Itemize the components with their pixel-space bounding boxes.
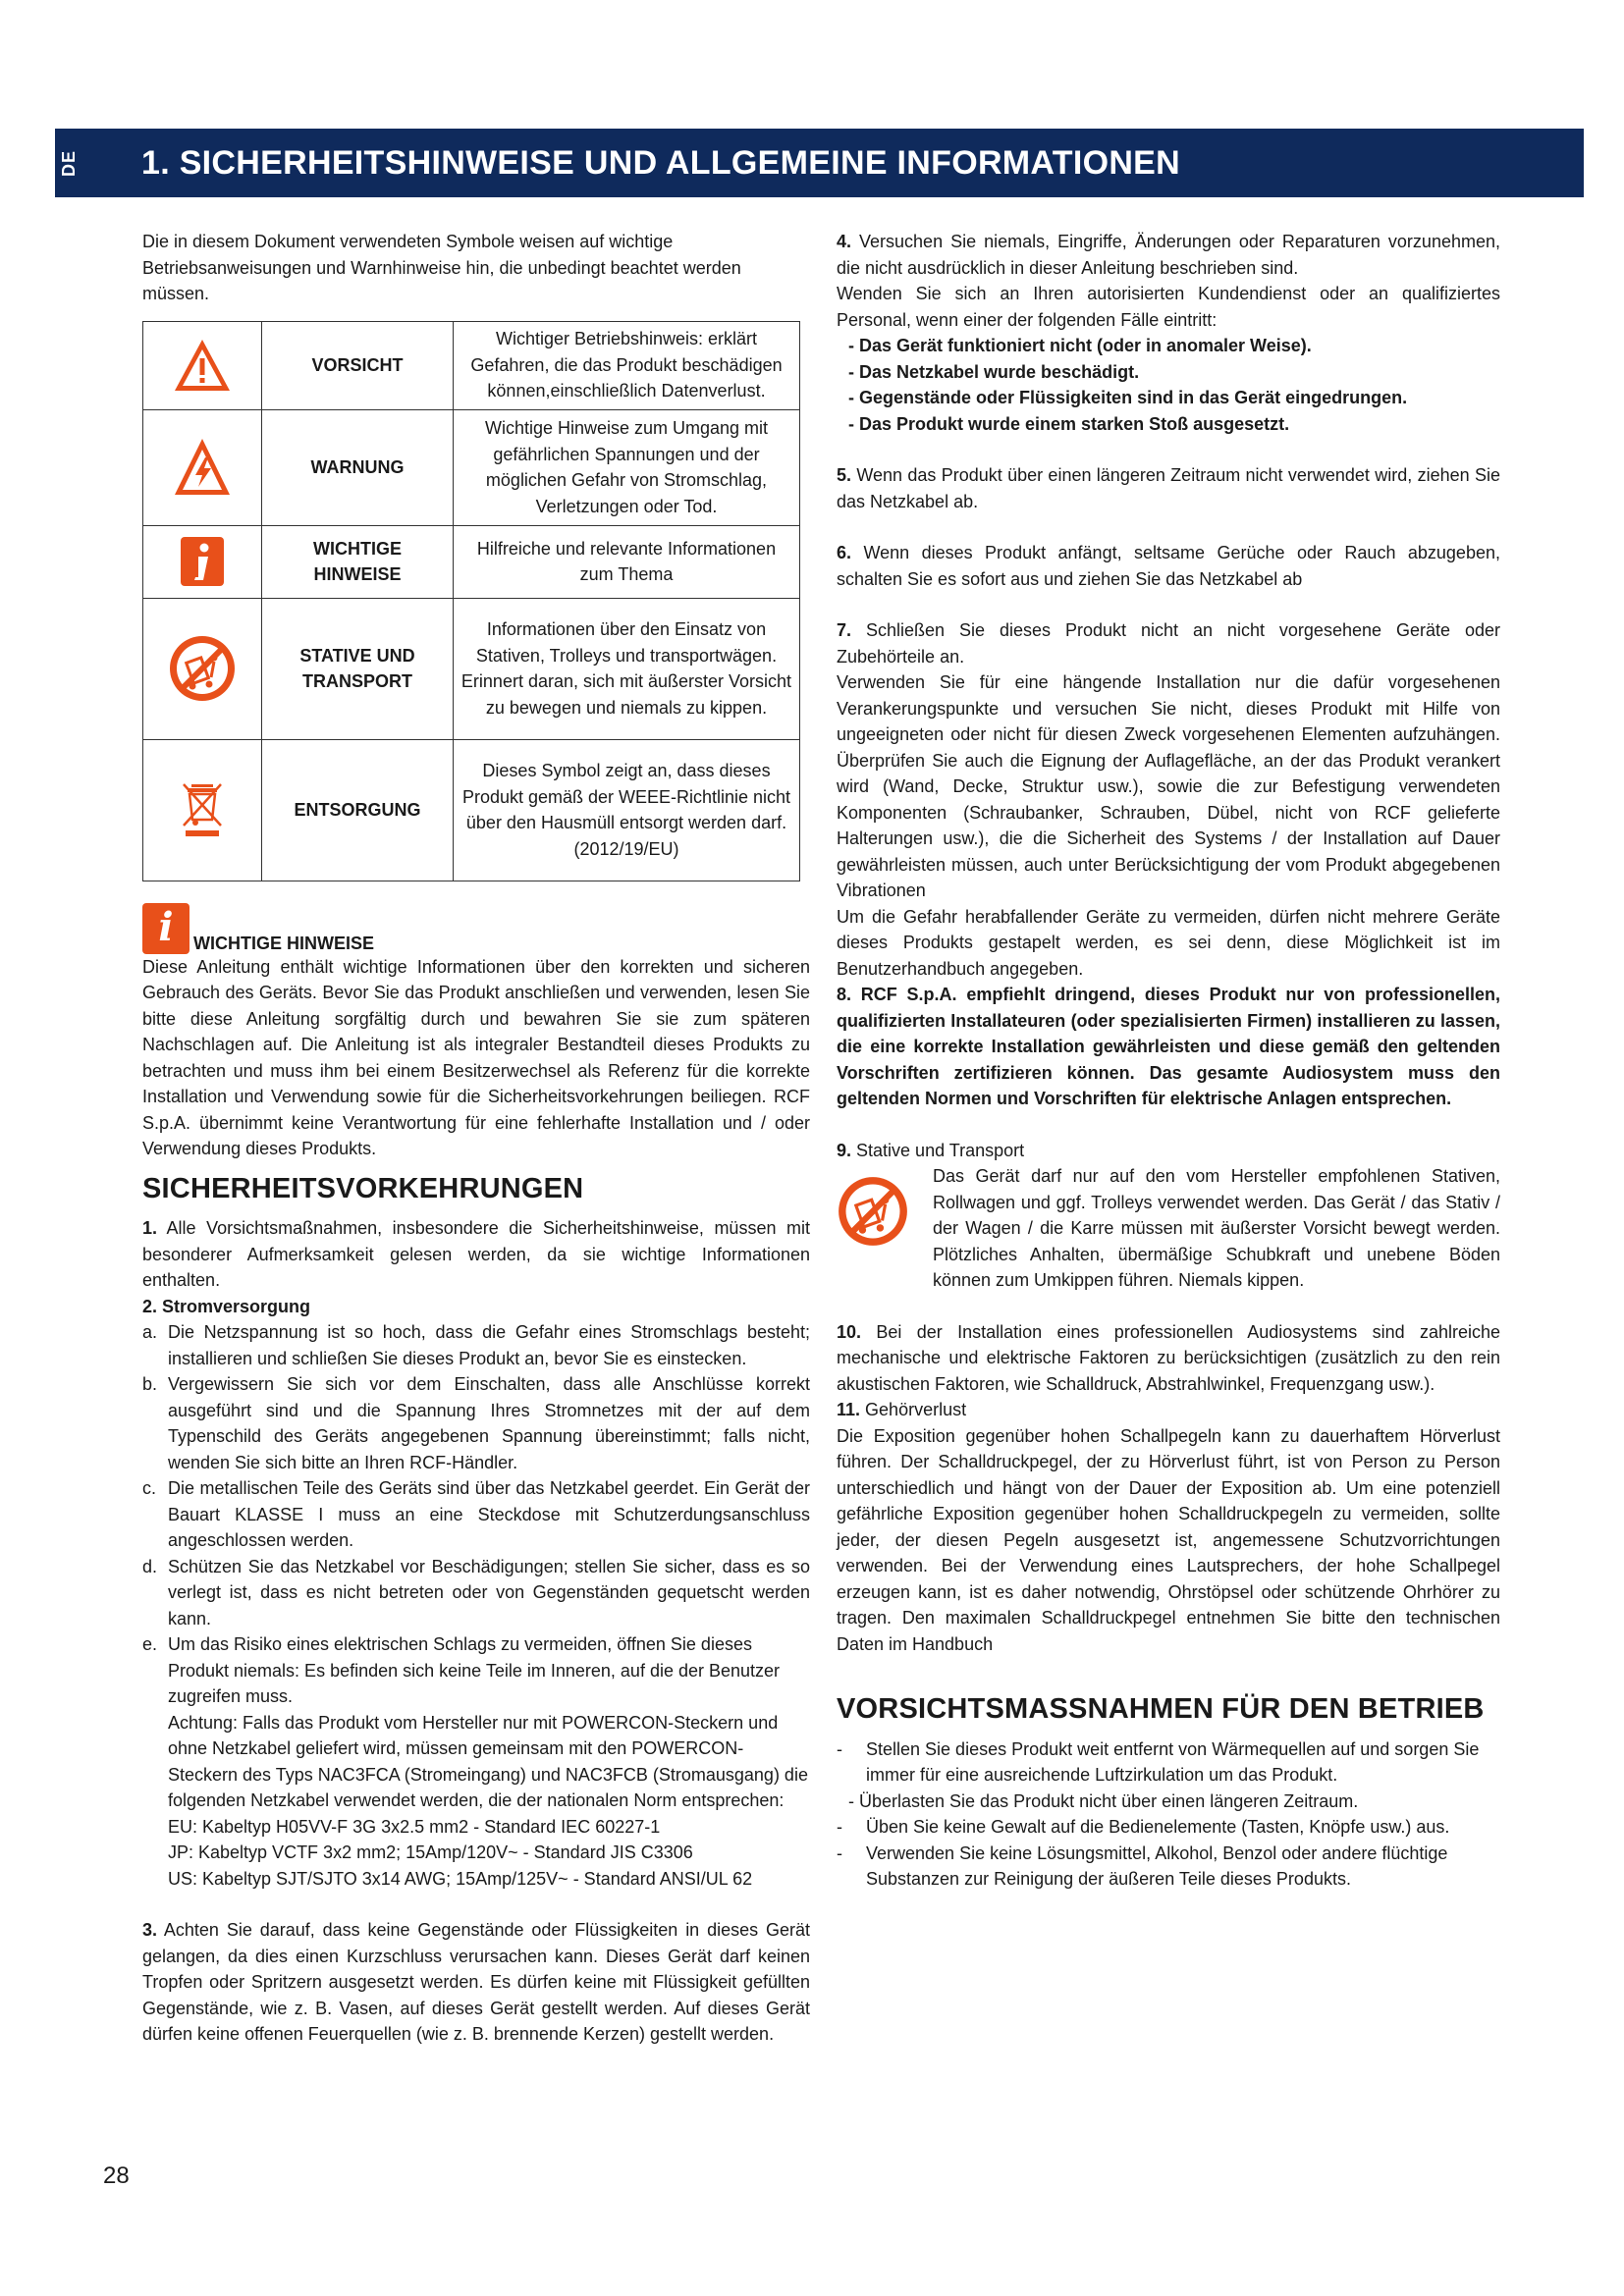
symbol-label: STATIVE UND TRANSPORT [262,598,454,739]
list-item: - Überlasten Sie das Produkt nicht über einen längeren Zeitraum. [848,1790,1359,1811]
symbol-label: VORSICHT [262,321,454,409]
info-icon [180,536,225,587]
intro-text: Die in diesem Dokument verwendeten Symbole weisen auf wichtige Betriebsanweisungen und Warnhinweise hin, die unbedingt beachtet werden müssen. [142,232,741,303]
symbol-row [143,525,800,598]
symbol-row [143,739,800,881]
symbol-label: WARNUNG [262,409,454,525]
symbol-row [143,409,800,525]
safety-point-4b: Wenden Sie sich an Ihren autorisierten Kundendienst oder an qualifiziertes Personal, wenn einer der folgenden Fälle eintritt: [837,284,1500,330]
trolley-tip-over-icon [837,1175,909,1248]
safety-point-8: 8. RCF S.p.A. empfiehlt dringend, dieses Produkt nur von professionellen, qualifizierten Installateuren (oder spezialisierten Firmen) installieren zu lassen, die eine korrekte Installation gewährleisten und diese gemäß den geltenden Vorschriften zertifizieren können. Das gesamte Audiosystem muss den geltenden Normen und Vorschriften für elektrische Anlagen entsprechen. [837,985,1500,1108]
electric-warning-icon [172,436,233,499]
symbol-row [143,598,800,739]
info-text: Diese Anleitung enthält wichtige Informationen über den korrekten und sicheren Gebrauch des Geräts. Bevor Sie das Produkt anschließen und verwenden, lesen Sie bitte diese Anleitung sorgfältig durch und bewahren Sie sie zum späteren Nachschlagen auf. Die Anleitung ist als integraler Bestandteil dieses Produkts zu betrachten und muss ihm bei einem Besitzerwechsel als Referenz für die korrekte Installation und Verwendung sowie für die Sicherheitsvorkehrungen beiliegen. RCF S.p.A. übernimmt keine Verantwortung für eine fehlerhafte Installation und / oder Verwendung dieses Produkts. [142,956,810,1158]
cable-us: US: Kabeltyp SJT/SJTO 3x14 AWG; 15Amp/125V~ - Standard ANSI/UL 62 [168,1868,753,1889]
cable-eu: EU: Kabeltyp H05VV-F 3G 3x2.5 mm2 - Standard IEC 60227-1 [168,1816,661,1837]
stands-block [837,1163,1500,1294]
left-column [142,229,810,2048]
safety-point-7c: Um die Gefahr herabfallender Geräte zu vermeiden, dürfen nicht mehrere Geräte dieses Produkts gestapelt werden, es sei denn, diese Möglichkeit ist im Benutzerhandbuch angegeben. [837,906,1500,979]
info-heading [142,903,810,954]
cable-jp: JP: Kabeltyp VCTF 3x2 mm2; 15Amp/120V~ - Standard JIS C3306 [168,1842,693,1862]
symbol-label: ENTSORGUNG [262,739,454,881]
list-item: - Üben Sie keine Gewalt auf die Bedienelemente (Tasten, Knöpfe usw.) aus. [837,1817,1450,1837]
list-item: - Stellen Sie dieses Produkt weit entfernt von Wärmequellen auf und sorgen Sie immer für eine ausreichende Luftzirkulation um das Produkt. [837,1738,1480,1785]
safety-point-7: 7. Schließen Sie dieses Produkt nicht an nicht vorgesehene Geräte oder Zubehörteile an. [837,620,1500,667]
safety-point-10: 10. Bei der Installation eines professionellen Audiosystems sind zahlreiche mechanische und elektrische Faktoren zu berücksichtigen (zusätzlich zu den rein akustischen Faktoren, wie Schalldruck, Abstrahlwinkel, Frequenzgang usw.). [837,1321,1500,1394]
operation-list [837,1736,1500,1893]
power-supply-list [142,1319,810,1892]
list-item: - Das Produkt wurde einem starken Stoß ausgesetzt. [848,413,1290,434]
list-item: d. Schützen Sie das Netzkabel vor Beschädigungen; stellen Sie sicher, dass es so verlegt ist, dass es nicht betreten oder von Gegenständen gequetscht werden kann. [142,1556,810,1629]
symbol-desc: Hilfreiche und relevante Informationen zum Thema [454,525,800,598]
symbol-desc: Informationen über den Einsatz von Stativen, Trolleys und transportwägen. Erinnert daran, sich mit äußerster Vorsicht zu bewegen und niemals zu kippen. [454,598,800,739]
safety-point-9-title: 9. Stative und Transport [837,1140,1025,1160]
safety-point-4: 4. Versuchen Sie niemals, Eingriffe, Änderungen oder Reparaturen vorzunehmen, die nicht ausdrücklich in dieser Anleitung beschrieben sind. [837,232,1500,278]
info-icon: i [142,903,189,954]
list-item: a. Die Netzspannung ist so hoch, dass die Gefahr eines Stromschlags besteht; installieren und schließen Sie dieses Produkt an, bevor Sie es einstecken. [142,1322,810,1368]
symbol-desc: Dieses Symbol zeigt an, dass dieses Produkt gemäß der WEEE-Richtlinie nicht über den Hausmüll entsorgt werden darf. (2012/19/EU) [454,739,800,881]
list-item: - Das Netzkabel wurde beschädigt. [848,361,1140,382]
symbol-row [143,321,800,409]
list-item: b. Vergewissern Sie sich vor dem Einschalten, dass alle Anschlüsse korrekt ausgeführt sind und die Spannung Ihres Stromnetzes mit der auf dem Typenschild des Geräts angegebenen Spannung übereinstimmt; falls nicht, wenden Sie sich bitte an Ihren RCF-Händler. [142,1374,810,1472]
caution-triangle-icon [172,337,233,394]
safety-point-1: 1. Alle Vorsichtsmaßnahmen, insbesondere die Sicherheitshinweise, müssen mit besonderer Aufmerksamkeit gelesen werden, da sie wichtige Informationen enthalten. [142,1218,810,1290]
right-column [837,229,1500,1893]
symbol-label: WICHTIGE HINWEISE [262,525,454,598]
list-item: - Gegenstände oder Flüssigkeiten sind in das Gerät eingedrungen. [848,388,1408,407]
safety-point-3: 3. Achten Sie darauf, dass keine Gegenstände oder Flüssigkeiten in dieses Gerät gelangen, da dies einen Kurzschluss verursachen kann. Dieses Gerät darf keinen Tropfen oder Spritzern ausgesetzt werden. Es dürfen keine mit Flüssigkeit gefüllten Gegenstände, wie z. B. Vasen, auf dieses Gerät gestellt werden. Auf dieses Gerät dürfen keine offenen Feuerquellen (wie z. B. brennende Kerzen) gestellt werden. [142,1920,810,2044]
safety-point-11: Die Exposition gegenüber hohen Schallpegeln kann zu dauerhaftem Hörverlust führen. Der Schalldruckpegel, der zu Hörverlust führt, ist von Person zu Person unterschiedlich und hängt von der Dauer der Exposition ab. Um eine potenziell gefährliche Exposition gegenüber hohen Schalldruckpegeln zu vermeiden, sollte jeder, der diesen Pegeln ausgesetzt ist, angemessene Schutzvorrichtungen verwenden. Bei der Verwendung eines Lautsprechers, der hohe Schallpegel erzeugen kann, ist es daher notwendig, Ohrstöpsel oder schützende Ohrhörer zu tragen. Den maximalen Schalldruckpegel entnehmen Sie bitte den technischen Daten im Handbuch [837,1425,1500,1654]
powercon-note: Achtung: Falls das Produkt vom Hersteller nur mit POWERCON-Steckern und ohne Netzkabel geliefert wird, müssen gemeinsam mit den POWERCON-Steckern des Typs NAC3FCA (Stromeingang) und NAC3FCB (Stromausgang) die folgenden Netzkabel verwendet werden, die der nationalen Norm entsprechen: [168,1712,808,1810]
weee-bin-icon [178,778,227,841]
stands-text: Das Gerät darf nur auf den vom Hersteller empfohlenen Stativen, Rollwagen und ggf. Trolleys verwendet werden. Das Gerät / das Stativ / der Wagen / die Karre müssen mit äußerster Vorsicht bewegt werden. Plötzliches Anhalten, übermäßige Schubkraft und unebene Böden können zum Umkippen führen. Niemals kippen. [933,1166,1500,1290]
safety-title: SICHERHEITSVORKEHRUNGEN [142,1172,584,1204]
list-item: - Verwenden Sie keine Lösungsmittel, Alkohol, Benzol oder andere flüchtige Substanzen zur Reinigung der äußeren Teile dieses Produkts. [837,1842,1448,1889]
symbol-desc: Wichtige Hinweise zum Umgang mit gefährlichen Spannungen und der möglichen Gefahr von Stromschlag, Verletzungen oder Tod. [454,409,800,525]
safety-point-7b: Verwenden Sie für eine hängende Installation nur die dafür vorgesehenen Verankerungspunkte und versuchen Sie nicht, dieses Produkt mit Hilfe von ungeeigneten oder nicht für diesen Zweck vorgesehenen Elementen aufzuhängen. Überprüfen Sie auch die Eignung der Auflagefläche, an der das Produkt verankert wird (Wand, Decke, Struktur usw.), sowie die zur Befestigung verwendeten Komponenten (Schraubanker, Schrauben, Dübel, nicht von RCF gelieferte Halterungen usw.), die die Sicherheit des Systems / der Installation auf Dauer gewährleisten müssen, auch unter Berücksichtigung der vom Produkt abgegebenen Vibrationen [837,672,1500,900]
operation-title: VORSICHTSMASSNAHMEN FÜR DEN BETRIEB [837,1693,1485,1725]
section-title: 1. SICHERHEITSHINWEISE UND ALLGEMEINE INFORMATIONEN [141,143,1181,182]
section-header [84,129,1584,197]
safety-point-11-title: 11. Gehörverlust [837,1400,967,1419]
page-number: 28 [103,2163,130,2189]
safety-point-5: 5. Wenn das Produkt über einen längeren Zeitraum nicht verwendet wird, ziehen Sie das Netzkabel ab. [837,465,1500,511]
service-cases-list [837,333,1500,437]
list-item: e. Um das Risiko eines elektrischen Schlags zu vermeiden, öffnen Sie dieses Produkt niemals: Es befinden sich keine Teile im Inneren, auf die der Benutzer zugreifen muss. Achtung: Falls das Produkt vom Hersteller nur mit POWERCON-Steckern und ohne Netzkabel geliefert wird, müssen gemeinsam mit den POWERCON-Steckern des Typs NAC3FCA (Stromeingang) und NAC3FCB (Stromausgang) die folgenden Netzkabel verwendet werden, die der nationalen Norm entsprechen: EU: Kabeltyp H05VV-F 3G 3x2.5 mm2 - Standard IEC 60227-1 JP: Kabeltyp VCTF 3x2 mm2; 15Amp/120V~ - Standard JIS C3306 US: Kabeltyp SJT/SJTO 3x14 AWG; 15Amp/125V~ - Standard ANSI/UL 62 [142,1634,808,1889]
trolley-tip-over-icon [168,634,237,703]
list-item: - Das Gerät funktioniert nicht (oder in anomaler Weise). [848,336,1312,355]
power-supply-heading: 2. Stromversorgung [142,1296,311,1316]
symbol-table [142,321,800,881]
list-item: c. Die metallischen Teile des Geräts sind über das Netzkabel geerdet. Ein Gerät der Bauart KLASSE I muss an eine Steckdose mit Schutzerdungsanschluss angeschlossen werden. [142,1478,810,1550]
language-tab: DE [55,129,84,197]
symbol-desc: Wichtiger Betriebshinweis: erklärt Gefahren, die das Produkt beschädigen können,einschließlich Datenverlust. [454,321,800,409]
info-title: WICHTIGE HINWEISE [193,933,374,953]
safety-point-6: 6. Wenn dieses Produkt anfängt, seltsame Gerüche oder Rauch abzugeben, schalten Sie es sofort aus und ziehen Sie das Netzkabel ab [837,543,1500,589]
